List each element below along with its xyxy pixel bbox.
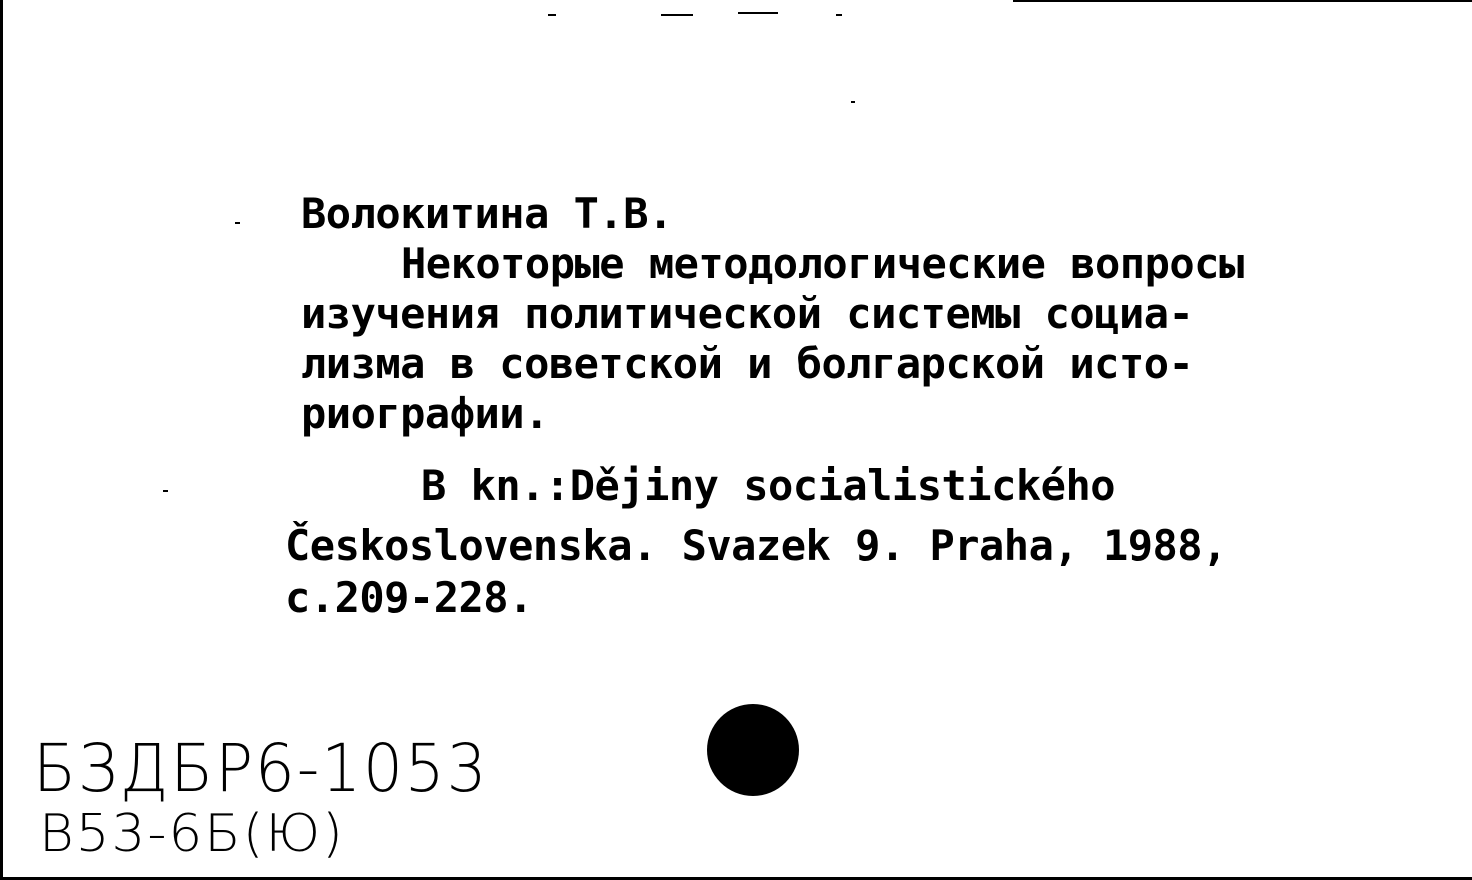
source-line: с.209-228. — [285, 573, 533, 622]
shelf-mark: В53-6Б(Ю) — [39, 804, 345, 864]
punch-hole — [707, 704, 799, 796]
author-name: Волокитина Т.В. — [301, 189, 673, 238]
scan-artifact — [163, 490, 168, 492]
scan-artifact — [836, 14, 842, 16]
scan-artifact — [661, 14, 693, 16]
shelf-mark: БЗДБР6-1053 — [33, 730, 489, 807]
title-line: изучения политической системы социа- — [301, 289, 1194, 338]
scan-artifact — [851, 101, 855, 103]
title-line: риографии. — [301, 389, 549, 438]
scan-artifact — [1013, 0, 1472, 2]
scan-artifact — [738, 12, 778, 14]
source-line: В kn.:Dějiny socialistického — [421, 461, 1116, 510]
source-line: Československa. Svazek 9. Praha, 1988, — [285, 521, 1227, 570]
scan-artifact — [548, 14, 556, 16]
title-line: Некоторые методологические вопросы — [401, 239, 1244, 288]
title-line: лизма в советской и болгарской исто- — [301, 339, 1194, 388]
scan-artifact — [235, 222, 240, 224]
